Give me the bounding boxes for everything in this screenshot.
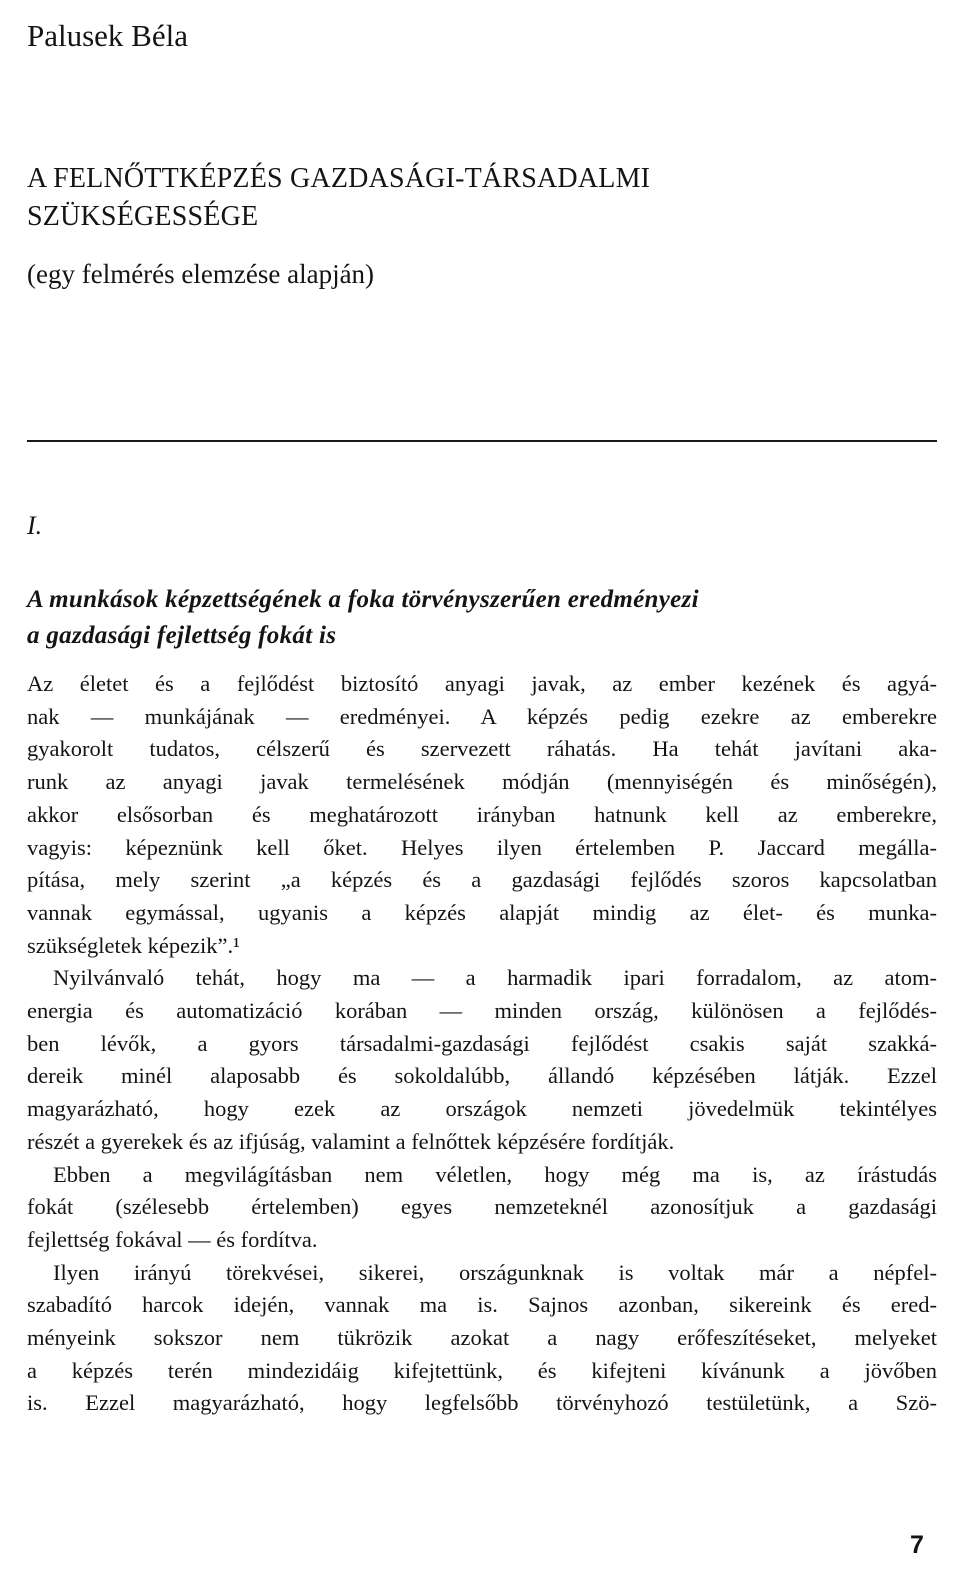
paragraph-line: fejlettség fokával — és fordítva. bbox=[27, 1226, 318, 1252]
section-number: I. bbox=[27, 511, 43, 540]
paragraph-line: szükségletek képezik”.¹ bbox=[27, 932, 240, 958]
paragraph bbox=[27, 1159, 937, 1257]
paragraph-line: gyakorolt tudatos, célszerű és szervezett ráhatás. Ha tehát javítani aka- bbox=[27, 736, 937, 762]
paragraph-line: Ebben a megvilágításban nem véletlen, hogy még ma is, az írástudás bbox=[53, 1161, 937, 1187]
article-subtitle: (egy felmérés elemzése alapján) bbox=[27, 259, 375, 289]
paragraph bbox=[27, 1257, 937, 1421]
paragraph-line: Ilyen irányú törekvései, sikerei, országunknak is voltak már a népfel- bbox=[53, 1259, 937, 1285]
paragraph-line: ben lévők, a gyors társadalmi-gazdasági fejlődést csakis saját szakká- bbox=[27, 1030, 937, 1056]
paragraph-line: Nyilvánvaló tehát, hogy ma — a harmadik ipari forradalom, az atom- bbox=[53, 965, 937, 991]
section-heading-line: A munkások képzettségének a foka törvényszerűen eredményezi bbox=[27, 586, 699, 613]
page-number: 7 bbox=[910, 1531, 924, 1559]
article-title-line: A FELNŐTTKÉPZÉS GAZDASÁGI-TÁRSADALMI bbox=[27, 163, 651, 194]
paragraph-line: vagyis: képeznünk kell őket. Helyes ilyen értelemben P. Jaccard megálla- bbox=[27, 834, 937, 860]
paragraph-line: energia és automatizáció korában — minden ország, különösen a fejlődés- bbox=[27, 998, 937, 1024]
divider-rule bbox=[27, 440, 937, 442]
section-heading bbox=[27, 582, 937, 654]
section-heading-line: a gazdasági fejlettség fokát is bbox=[27, 622, 337, 649]
author-name: Palusek Béla bbox=[27, 18, 188, 53]
article-title-line: SZÜKSÉGESSÉGE bbox=[27, 201, 259, 232]
paragraph-line: a képzés terén mindezidáig kifejtettünk, és kifejteni kívánunk a jövőben bbox=[27, 1357, 937, 1383]
paragraph-line: magyarázható, hogy ezek az országok nemzeti jövedelmük tekintélyes bbox=[27, 1096, 937, 1122]
paragraph-line: szabadító harcok idején, vannak ma is. Sajnos azonban, sikereink és ered- bbox=[27, 1292, 937, 1318]
body-text bbox=[27, 668, 937, 1420]
paragraph-line: részét a gyerekek és az ifjúság, valamint a felnőttek képzésére fordítják. bbox=[27, 1128, 675, 1154]
paragraph-line: runk az anyagi javak termelésének módján (mennyiségén és minőségén), bbox=[27, 769, 937, 795]
paragraph-line: Az életet és a fejlődést biztosító anyagi javak, az ember kezének és agyá- bbox=[27, 671, 937, 696]
paragraph-line: fokát (szélesebb értelemben) egyes nemzeteknél azonosítjuk a gazdasági bbox=[27, 1194, 937, 1220]
paragraph-line: is. Ezzel magyarázható, hogy legfelsőbb törvényhozó testületünk, a Szö- bbox=[27, 1390, 937, 1416]
paragraph-line: akkor elsősorban és meghatározott irányban hatnunk kell az emberekre, bbox=[27, 801, 937, 827]
article-title bbox=[27, 160, 937, 236]
paragraph-line: vannak egymással, ugyanis a képzés alapját mindig az élet- és munka- bbox=[27, 899, 937, 925]
paragraph-line: ményeink sokszor nem tükrözik azokat a nagy erőfeszítéseket, melyeket bbox=[27, 1325, 937, 1351]
paragraph-line: nak — munkájának — eredményei. A képzés pedig ezekre az emberekre bbox=[27, 703, 937, 729]
paragraph-line: dereik minél alaposabb és sokoldalúbb, állandó képzésében látják. Ezzel bbox=[27, 1063, 937, 1089]
paragraph bbox=[27, 668, 937, 962]
paragraph bbox=[27, 962, 937, 1158]
paragraph-line: pítása, mely szerint „a képzés és a gazdasági fejlődés szoros kapcsolatban bbox=[27, 867, 937, 893]
